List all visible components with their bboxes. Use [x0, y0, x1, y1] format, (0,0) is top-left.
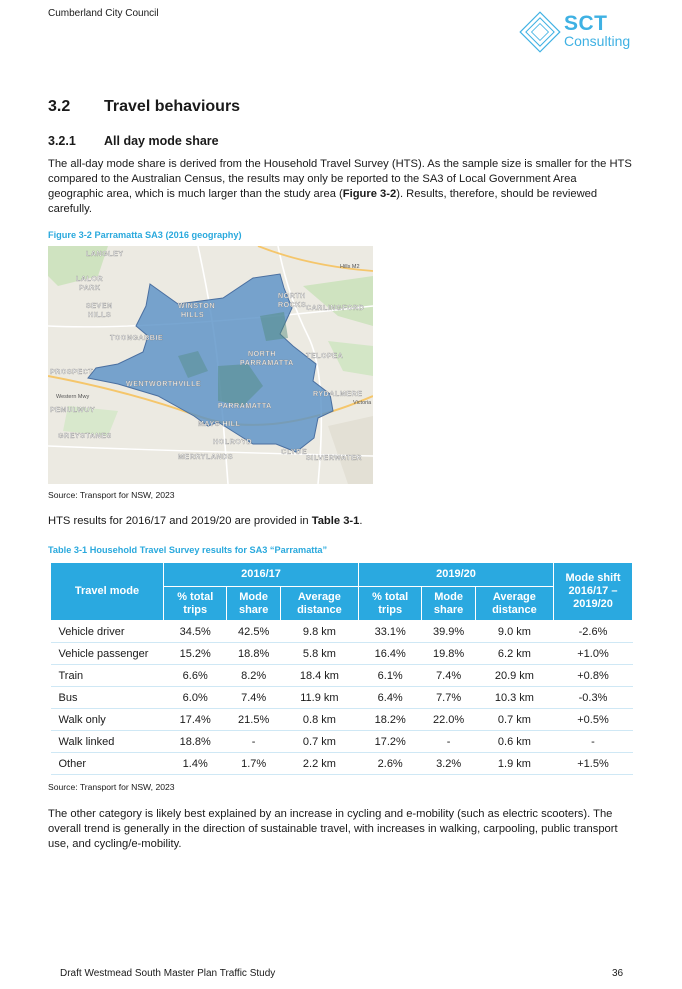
- col-pct-trips-1: [164, 587, 227, 621]
- table-caption: Table 3-1 Household Travel Survey results for SA3 “Parramatta”: [48, 545, 328, 555]
- mode-shift-line2: 2016/17 –: [568, 585, 618, 597]
- table-row: [51, 665, 633, 687]
- map-label-wentworthville: WENTWORTHVILLE: [126, 381, 202, 388]
- cell: 18.4 km: [280, 665, 358, 687]
- col-label: distance: [492, 603, 537, 616]
- table-row: [51, 731, 633, 753]
- table-row: [51, 753, 633, 775]
- logo-diamond-icon: [516, 8, 564, 56]
- table-intro-paragraph: [48, 514, 633, 529]
- cell: 5.8 km: [280, 643, 358, 665]
- col-label: Average: [492, 590, 536, 603]
- map-label-park: PARK: [79, 285, 101, 292]
- sa3-map: [48, 246, 373, 484]
- cell: 16.4%: [358, 643, 421, 665]
- map-label-seven: SEVEN: [86, 303, 113, 310]
- map-label-holroyd: HOLROYD: [213, 439, 253, 446]
- cell: Walk only: [51, 709, 164, 731]
- intro-paragraph: [48, 157, 633, 217]
- map-road-western-mwy: Western Mwy: [56, 394, 90, 400]
- cell: -2.6%: [554, 621, 633, 643]
- map-road-hills-m2: Hills M2: [340, 264, 360, 270]
- cell: Vehicle driver: [51, 621, 164, 643]
- subsection-title: All day mode share: [104, 134, 219, 148]
- map-label-langley: LANGLEY: [86, 251, 124, 258]
- map-label-lalor: LALOR: [76, 276, 104, 283]
- map-label-silverwater: SILVERWATER: [306, 455, 362, 462]
- cell: 0.7 km: [475, 709, 553, 731]
- cell: 15.2%: [164, 643, 227, 665]
- cell: 33.1%: [358, 621, 421, 643]
- map-label-rydalmere: RYDALMERE: [313, 391, 363, 398]
- map-road-victoria: Victoria: [353, 400, 372, 406]
- col-pct-trips-2: [358, 587, 421, 621]
- page-number: 36: [612, 968, 624, 979]
- cell: +1.5%: [554, 753, 633, 775]
- map-label-pemulwuy: PEMULWUY: [50, 407, 96, 414]
- figure-source: Source: Transport for NSW, 2023: [48, 490, 175, 500]
- para1-text-b: ). Results, therefore, should be reviewed carefully.: [48, 188, 598, 215]
- subsection-heading: [48, 134, 219, 148]
- cell: 9.0 km: [475, 621, 553, 643]
- cell: Walk linked: [51, 731, 164, 753]
- col-label: trips: [378, 603, 403, 616]
- cell: Other: [51, 753, 164, 775]
- col-label: distance: [297, 603, 342, 616]
- cell: 34.5%: [164, 621, 227, 643]
- table-source: Source: Transport for NSW, 2023: [48, 782, 175, 792]
- logo-sub-text: Consulting: [564, 33, 631, 49]
- table-reference: Table 3-1: [311, 515, 360, 527]
- section-number: 3.2: [48, 98, 71, 115]
- col-avg-dist-1: [280, 587, 358, 621]
- cell: 22.0%: [422, 709, 475, 731]
- cell: 0.8 km: [280, 709, 358, 731]
- map-label-winston: WINSTON: [178, 303, 216, 310]
- table-row: [51, 687, 633, 709]
- figure-reference: Figure 3-2: [342, 188, 397, 200]
- col-label: % total: [372, 590, 409, 603]
- figure-caption: Figure 3-2 Parramatta SA3 (2016 geography): [48, 230, 242, 240]
- col-mode-shift: [554, 563, 633, 621]
- cell: 6.4%: [358, 687, 421, 709]
- footer-title: Draft Westmead South Master Plan Traffic Study: [60, 968, 276, 979]
- cell: -: [227, 731, 280, 753]
- cell: 6.2 km: [475, 643, 553, 665]
- col-label: share: [433, 603, 464, 616]
- cell: 2.6%: [358, 753, 421, 775]
- map-label-greystanes: GREYSTANES: [58, 433, 112, 440]
- cell: -: [554, 731, 633, 753]
- cell: 18.8%: [227, 643, 280, 665]
- mode-shift-line1: Mode shift: [565, 572, 621, 584]
- cell: 39.9%: [422, 621, 475, 643]
- map-label-north-parramatta: NORTH: [248, 351, 276, 358]
- col-label: Mode: [239, 590, 268, 603]
- map-label-mays-hill: MAYS HILL: [198, 421, 241, 428]
- cell: 0.7 km: [280, 731, 358, 753]
- cell: 0.6 km: [475, 731, 553, 753]
- col-group-2016: 2016/17: [164, 563, 359, 587]
- cell: -: [422, 731, 475, 753]
- cell: 10.3 km: [475, 687, 553, 709]
- cell: 6.0%: [164, 687, 227, 709]
- map-label-prospect: PROSPECT: [50, 369, 94, 376]
- cell: 6.1%: [358, 665, 421, 687]
- cell: 19.8%: [422, 643, 475, 665]
- cell: +0.5%: [554, 709, 633, 731]
- col-mode-share-2: [422, 587, 475, 621]
- map-label-clyde: CLYDE: [281, 449, 308, 456]
- sct-logo: [516, 8, 640, 56]
- cell: 2.2 km: [280, 753, 358, 775]
- cell: +0.8%: [554, 665, 633, 687]
- map-label-parramatta-n: PARRAMATTA: [240, 360, 294, 367]
- map-graphic: [48, 246, 373, 484]
- cell: 17.2%: [358, 731, 421, 753]
- cell: Bus: [51, 687, 164, 709]
- col-mode-share-1: [227, 587, 280, 621]
- cell: 6.6%: [164, 665, 227, 687]
- table-row: [51, 709, 633, 731]
- map-label-parramatta: PARRAMATTA: [218, 403, 272, 410]
- section-title: Travel behaviours: [104, 98, 241, 115]
- cell: 17.4%: [164, 709, 227, 731]
- para2-text-b: .: [359, 515, 363, 527]
- cell: 11.9 km: [280, 687, 358, 709]
- cell: 1.4%: [164, 753, 227, 775]
- col-label: Mode: [434, 590, 463, 603]
- cell: 42.5%: [227, 621, 280, 643]
- cell: 21.5%: [227, 709, 280, 731]
- col-avg-dist-2: [475, 587, 553, 621]
- cell: Train: [51, 665, 164, 687]
- cell: 18.8%: [164, 731, 227, 753]
- col-label: share: [238, 603, 269, 616]
- cell: +1.0%: [554, 643, 633, 665]
- map-label-north: NORTH: [278, 293, 306, 300]
- cell: 3.2%: [422, 753, 475, 775]
- subsection-number: 3.2.1: [48, 134, 76, 148]
- conclusion-paragraph: The other category is likely best explained by an increase in cycling and e-mobility (such as electric scooters). The overall trend is generally in the direction of sustainable travel, with increases in walking, carpooling, public transport use, and cycling/e-mobility.: [48, 808, 618, 850]
- cell: 1.9 km: [475, 753, 553, 775]
- cell: 7.4%: [422, 665, 475, 687]
- hts-table: [50, 562, 633, 775]
- col-label: trips: [183, 603, 208, 616]
- map-label-rocks: ROCKS: [278, 302, 307, 309]
- cell: 1.7%: [227, 753, 280, 775]
- map-label-hills: HILLS: [88, 312, 112, 319]
- cell: 9.8 km: [280, 621, 358, 643]
- cell: 8.2%: [227, 665, 280, 687]
- logo-main-text: SCT: [564, 12, 608, 35]
- cell: -0.3%: [554, 687, 633, 709]
- table-row: [51, 643, 633, 665]
- cell: 7.7%: [422, 687, 475, 709]
- map-label-telopea: TELOPEA: [306, 353, 344, 360]
- cell: Vehicle passenger: [51, 643, 164, 665]
- map-label-winston-hills: HILLS: [181, 312, 205, 319]
- header-org: Cumberland City Council: [48, 8, 159, 19]
- col-label: Average: [297, 590, 341, 603]
- col-travel-mode: Travel mode: [51, 563, 164, 621]
- col-group-2019: 2019/20: [358, 563, 553, 587]
- map-label-toongabbie: TOONGABBIE: [110, 335, 164, 342]
- cell: 7.4%: [227, 687, 280, 709]
- table-row: [51, 621, 633, 643]
- section-heading: [48, 98, 240, 116]
- para2-text-a: HTS results for 2016/17 and 2019/20 are provided in: [48, 515, 312, 527]
- para1-text-a: The all-day mode share is derived from the Household Travel Survey (HTS). As the sample size is smaller for the HTS compared to the Australian Census, the results may only be reported to the SA3 of Local Government Area geographic area, which is much larger than the study area (: [48, 158, 632, 200]
- map-label-carlingford: CARLINGFORD: [306, 305, 365, 312]
- cell: 20.9 km: [475, 665, 553, 687]
- map-label-merrylands: MERRYLANDS: [178, 454, 234, 461]
- cell: 18.2%: [358, 709, 421, 731]
- mode-shift-line3: 2019/20: [573, 598, 613, 610]
- col-label: % total: [177, 590, 214, 603]
